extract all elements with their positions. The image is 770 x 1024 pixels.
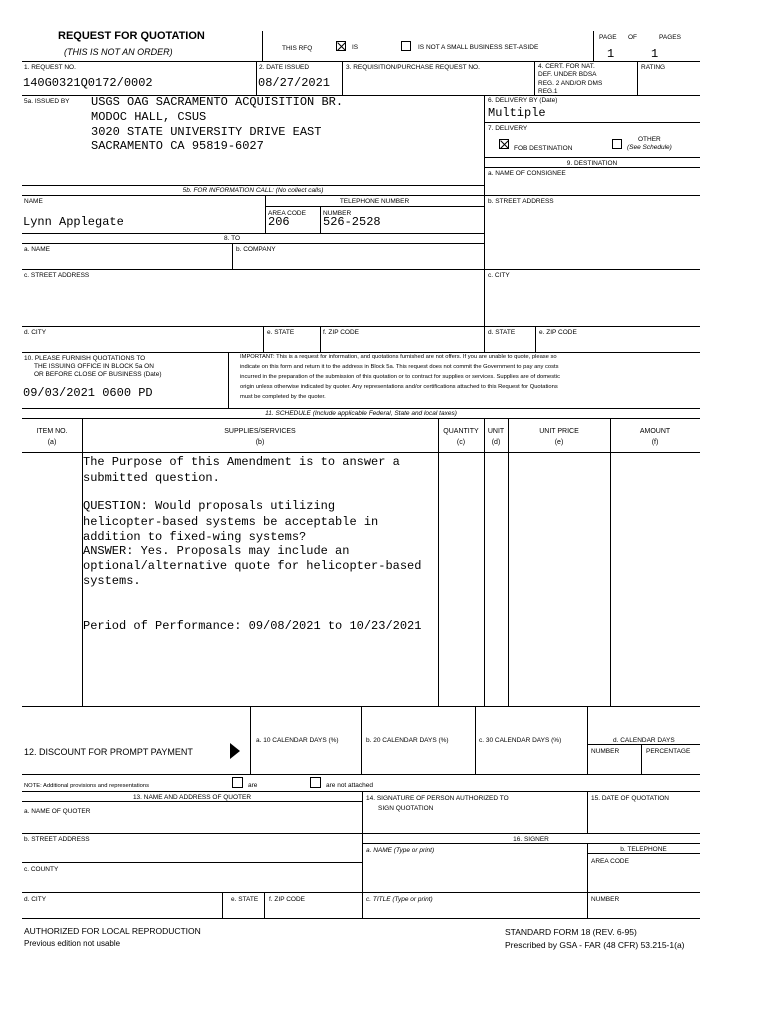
divider xyxy=(593,31,594,61)
to-state-label: e. STATE xyxy=(267,329,295,336)
signer-title-label: c. TITLE (Type or print) xyxy=(366,896,433,903)
calendar-number-label: NUMBER xyxy=(591,748,620,755)
col-item-no: ITEM NO. xyxy=(36,428,68,435)
schedule-line: The Purpose of this Amendment is to answer a xyxy=(83,455,400,469)
info-call-label: 5b. FOR INFORMATION CALL: (No collect calls) xyxy=(182,187,324,194)
quote-due-label-1: 10. PLEASE FURNISH QUOTATIONS TO xyxy=(24,355,146,362)
arrow-right-icon xyxy=(230,743,242,759)
schedule-line: submitted question. xyxy=(83,471,220,485)
of-label: OF xyxy=(628,34,638,41)
discount-20-days: b. 20 CALENDAR DAYS (%) xyxy=(366,737,449,744)
signer-telephone-label: b. TELEPHONE xyxy=(620,846,667,853)
issued-by-line-3: 3020 STATE UNIVERSITY DRIVE EAST xyxy=(91,125,322,139)
important-line-4: origin unless otherwise indicated by quoter. Any representations and/or certifications attached to this Request for Quotations xyxy=(240,384,558,390)
requisition-no-label: 3. REQUISITION/PURCHASE REQUEST NO. xyxy=(346,64,480,71)
footer-authorized: AUTHORIZED FOR LOCAL REPRODUCTION xyxy=(24,926,201,936)
divider xyxy=(262,31,263,61)
col-quantity-sub: (c) xyxy=(456,439,466,446)
col-unit-price-sub: (e) xyxy=(554,439,564,446)
discount-30-days: c. 30 CALENDAR DAYS (%) xyxy=(479,737,562,744)
issued-by-line-2: MODOC HALL, CSUS xyxy=(91,110,207,124)
quoter-state-label: e. STATE xyxy=(231,896,259,903)
calendar-days-label: d. CALENDAR DAYS xyxy=(613,737,675,744)
signer-number-label: NUMBER xyxy=(591,896,620,903)
to-label: 8. TO xyxy=(223,235,241,242)
schedule-line: addition to fixed-wing systems? xyxy=(83,530,307,544)
quoter-address-label: 13. NAME AND ADDRESS OF QUOTER xyxy=(132,794,252,801)
signer-label: 16. SIGNER xyxy=(513,836,549,843)
pages-label: PAGES xyxy=(659,34,681,41)
footer-standard-form: STANDARD FORM 18 (REV. 6-95) xyxy=(505,927,637,937)
quoter-city-label: d. CITY xyxy=(24,896,47,903)
important-line-3: incurred in the preparation of the submission of this quotation or to contract for supplies or services. Supplies are of domestic xyxy=(240,374,560,380)
is-not-label: IS NOT A SMALL BUSINESS SET-ASIDE xyxy=(418,44,539,51)
see-schedule-note: (See Schedule) xyxy=(627,144,672,151)
page-number: 1 xyxy=(607,47,615,61)
discount-10-days: a. 10 CALENDAR DAYS (%) xyxy=(256,737,339,744)
name-label: NAME xyxy=(24,198,43,205)
provisions-are-label: are xyxy=(248,782,258,789)
footer-previous-edition: Previous edition not usable xyxy=(24,939,121,948)
this-rfq-label: THIS RFQ xyxy=(282,45,313,52)
date-issued-label: 2. DATE ISSUED xyxy=(259,64,310,71)
consignee-label: a. NAME OF CONSIGNEE xyxy=(488,170,566,177)
telephone-label: TELEPHONE NUMBER xyxy=(339,198,410,205)
other-label: OTHER xyxy=(638,136,661,143)
col-supplies-sub: (b) xyxy=(255,439,265,446)
company-label: b. COMPANY xyxy=(236,246,276,253)
destination-state-label: d. STATE xyxy=(488,329,516,336)
date-issued-value: 08/27/2021 xyxy=(258,76,331,90)
col-supplies: SUPPLIES/SERVICES xyxy=(224,428,296,435)
date-of-quotation-label: 15. DATE OF QUOTATION xyxy=(591,795,670,802)
form-subtitle: (THIS IS NOT AN ORDER) xyxy=(64,47,173,57)
form-title: REQUEST FOR QUOTATION xyxy=(58,30,205,42)
request-no-value: 140G0321Q0172/0002 xyxy=(23,76,153,90)
provisions-are-not-label: are not attached xyxy=(326,782,373,789)
is-label: IS xyxy=(352,44,359,51)
col-item-no-sub: (a) xyxy=(47,439,57,446)
provisions-are-checkbox[interactable] xyxy=(232,777,243,788)
delivery-label: 7. DELIVERY xyxy=(488,125,528,132)
col-quantity: QUANTITY xyxy=(443,428,479,435)
area-code-value: 206 xyxy=(268,215,290,229)
to-street-label: c. STREET ADDRESS xyxy=(24,272,90,279)
col-amount-sub: (f) xyxy=(651,439,659,446)
area-code-label: AREA CODE xyxy=(268,210,306,217)
fob-destination-label: FOB DESTINATION xyxy=(514,145,573,152)
col-unit: UNIT xyxy=(487,428,505,435)
quoter-zip-label: f. ZIP CODE xyxy=(269,896,305,903)
destination-label: 9. DESTINATION xyxy=(566,160,618,167)
pages-total: 1 xyxy=(651,47,659,61)
other-delivery-checkbox[interactable] xyxy=(612,139,622,149)
schedule-label: 11. SCHEDULE (Include applicable Federal, State and local taxes) xyxy=(265,410,457,417)
quoter-name-label: a. NAME OF QUOTER xyxy=(24,808,91,815)
col-amount: AMOUNT xyxy=(639,428,671,435)
is-checkbox[interactable] xyxy=(336,41,346,51)
calendar-percentage-label: PERCENTAGE xyxy=(646,748,691,755)
issued-by-line-4: SACRAMENTO CA 95819-6027 xyxy=(91,139,264,153)
important-line-1: IMPORTANT: This is a request for information, and quotations furnished are not offers. If you are unable to quote, please so xyxy=(240,354,557,360)
destination-zip-label: e. ZIP CODE xyxy=(539,329,577,336)
signer-name-label: a. NAME (Type or print) xyxy=(366,847,435,854)
note-text: NOTE: Additional provisions and representations xyxy=(24,783,150,789)
rating-label: RATING xyxy=(641,64,666,71)
schedule-line: Period of Performance: 09/08/2021 to 10/23/2021 xyxy=(83,619,422,633)
important-line-5: must be completed by the quoter. xyxy=(240,394,326,400)
discount-label: 12. DISCOUNT FOR PROMPT PAYMENT xyxy=(24,747,193,757)
important-line-2: indicate on this form and return it to the address in Block 5a. This request does not commit the Government to pay any costs xyxy=(240,364,559,370)
fob-destination-checkbox[interactable] xyxy=(499,139,509,149)
request-no-label: 1. REQUEST NO. xyxy=(24,64,76,71)
schedule-line: helicopter-based systems be acceptable in xyxy=(83,515,379,529)
signature-label-2: SIGN QUOTATION xyxy=(378,805,434,812)
issued-by-label: 5a. ISSUED BY xyxy=(24,98,70,105)
quote-due-label-2: THE ISSUING OFFICE IN BLOCK 5a ON xyxy=(34,363,154,370)
signer-area-code-label: AREA CODE xyxy=(591,858,629,865)
col-unit-price: UNIT PRICE xyxy=(539,428,579,435)
quoter-street-label: b. STREET ADDRESS xyxy=(24,836,90,843)
street-address-9-label: b. STREET ADDRESS xyxy=(488,198,554,205)
to-city-label: d. CITY xyxy=(24,329,47,336)
destination-city-label: c. CITY xyxy=(488,272,510,279)
col-unit-sub: (d) xyxy=(491,439,501,446)
schedule-line: systems. xyxy=(83,574,141,588)
to-zip-label: f. ZIP CODE xyxy=(323,329,359,336)
delivery-by-value: Multiple xyxy=(488,106,546,120)
is-not-checkbox[interactable] xyxy=(401,41,411,51)
provisions-are-not-checkbox[interactable] xyxy=(310,777,321,788)
schedule-line: ANSWER: Yes. Proposals may include an xyxy=(83,544,350,558)
issued-by-line-1: USGS OAG SACRAMENTO ACQUISITION BR. xyxy=(91,95,344,109)
delivery-by-label: 6. DELIVERY BY (Date) xyxy=(488,97,558,104)
schedule-line: optional/alternative quote for helicopter-based xyxy=(83,559,422,573)
cert-nat-def-label: 4. CERT. FOR NAT. DEF. UNDER BDSA REG. 2 AND/OR DMS REG.1 xyxy=(538,63,603,96)
contact-name: Lynn Applegate xyxy=(23,215,124,229)
signature-label-1: 14. SIGNATURE OF PERSON AUTHORIZED TO xyxy=(366,795,509,802)
schedule-line: QUESTION: Would proposals utilizing xyxy=(83,499,336,513)
to-name-label: a. NAME xyxy=(24,246,51,253)
phone-number-value: 526-2528 xyxy=(323,215,381,229)
footer-prescribed-by: Prescribed by GSA - FAR (48 CFR) 53.215-1(a) xyxy=(505,940,685,950)
quoter-county-label: c. COUNTY xyxy=(24,866,59,873)
number-label: NUMBER xyxy=(323,210,352,217)
quote-due-label-3: OR BEFORE CLOSE OF BUSINESS (Date) xyxy=(34,371,162,378)
quote-due-value: 09/03/2021 0600 PD xyxy=(23,386,153,400)
page-label: PAGE xyxy=(599,34,617,41)
